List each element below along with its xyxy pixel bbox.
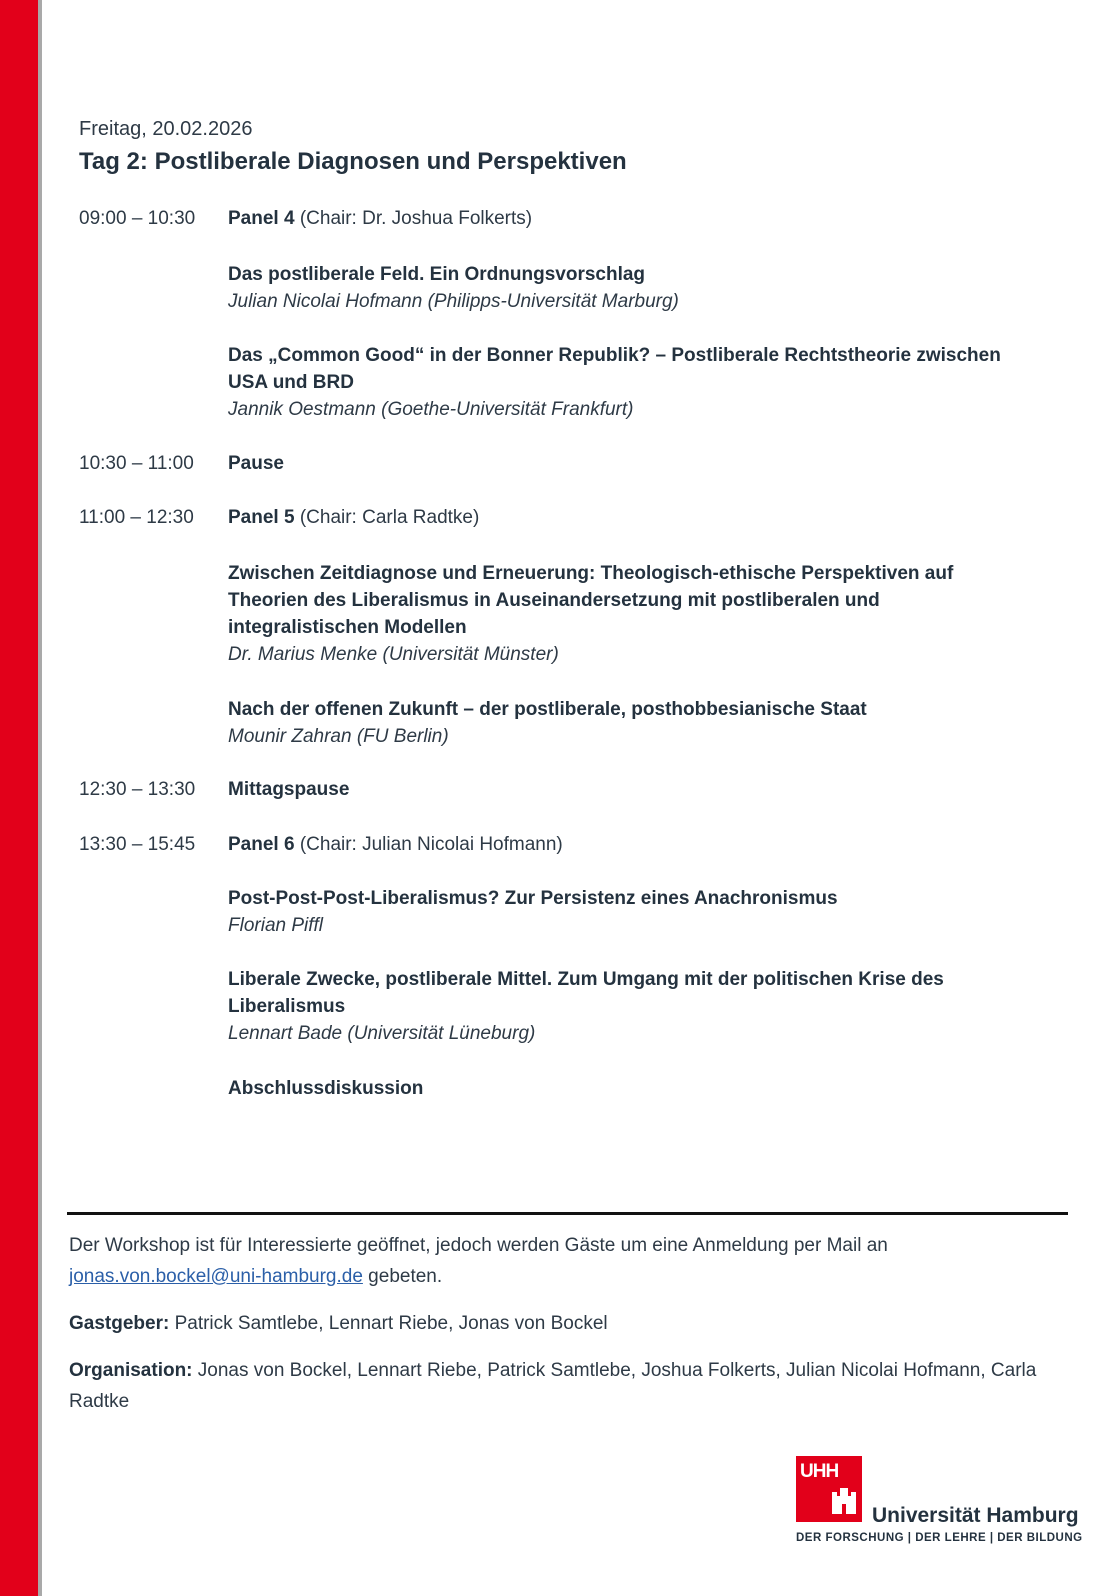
time-slot: 10:30 – 11:00 <box>79 453 194 474</box>
talk-title: Das postliberale Feld. Ein Ordnungsvorschlag <box>228 264 646 285</box>
time-slot: 09:00 – 10:30 <box>79 208 196 229</box>
castle-icon <box>830 1484 858 1516</box>
talk-author: Jannik Oestmann (Goethe-Universität Frankfurt) <box>228 399 634 420</box>
talk-author: Dr. Marius Menke (Universität Münster) <box>228 644 559 665</box>
talk-title: Das „Common Good“ in der Bonner Republik? – Postliberale Rechtstheorie zwischen USA und BRD <box>228 345 1001 393</box>
university-logo <box>796 1456 1083 1556</box>
session-name: Panel 6 <box>228 834 295 855</box>
organisation-label: Organisation: <box>69 1360 193 1381</box>
session-label <box>228 208 532 230</box>
talk-item <box>228 261 1008 315</box>
hosts-names: Patrick Samtlebe, Lennart Riebe, Jonas von Bockel <box>169 1313 608 1334</box>
session-name: Mittagspause <box>228 779 350 800</box>
session-label <box>228 779 349 801</box>
time-slot: 12:30 – 13:30 <box>79 779 196 800</box>
time-slot: 13:30 – 15:45 <box>79 834 196 855</box>
talk-author: Florian Piffl <box>228 915 324 936</box>
session-label <box>228 507 479 529</box>
talk-author: Lennart Bade (Universität Lüneburg) <box>228 1023 536 1044</box>
talk-author: Julian Nicolai Hofmann (Philipps-Universität Marburg) <box>228 291 679 312</box>
talk-item <box>228 560 1008 668</box>
email-link[interactable]: jonas.von.bockel@uni-hamburg.de <box>69 1266 363 1287</box>
divider <box>67 1212 1068 1215</box>
session-name: Panel 5 <box>228 507 295 528</box>
university-tagline: DER FORSCHUNG | DER LEHRE | DER BILDUNG <box>796 1532 1083 1544</box>
uhh-logo-mark: UHH <box>796 1456 862 1522</box>
talk-author: Mounir Zahran (FU Berlin) <box>228 726 449 747</box>
session-chair: (Chair: Dr. Joshua Folkerts) <box>294 208 533 229</box>
left-grey-stripe <box>38 0 42 1596</box>
hosts-label: Gastgeber: <box>69 1313 170 1334</box>
left-red-bar <box>0 0 38 1596</box>
page-title: Tag 2: Postliberale Diagnosen und Perspektiven <box>79 148 627 175</box>
session-chair: (Chair: Carla Radtke) <box>294 507 480 528</box>
session-chair: (Chair: Julian Nicolai Hofmann) <box>294 834 563 855</box>
session-name: Pause <box>228 453 284 474</box>
session-label <box>228 834 563 856</box>
organisation-line <box>69 1355 1059 1417</box>
university-name: Universität Hamburg <box>872 1504 1079 1527</box>
registration-info: Der Workshop ist für Interessierte geöffnet, jedoch werden Gäste um eine Anmeldung per Mail an jonas.von.bockel@uni-hamburg.de gebeten. <box>69 1235 888 1287</box>
time-slot: 11:00 – 12:30 <box>79 507 194 528</box>
registration-text: Der Workshop ist für Interessierte geöffnet, jedoch werden Gäste um eine Anmeldung per Mail an <box>69 1235 888 1256</box>
closing-discussion <box>228 1075 1008 1102</box>
closing-title: Abschlussdiskussion <box>228 1078 424 1099</box>
talk-item <box>228 885 1008 939</box>
hosts-line <box>69 1308 1059 1339</box>
talk-title: Post-Post-Post-Liberalismus? Zur Persistenz eines Anachronismus <box>228 888 838 909</box>
session-label <box>228 453 284 475</box>
talk-title: Nach der offenen Zukunft – der postliberale, posthobbesianische Staat <box>228 699 867 720</box>
talk-title: Zwischen Zeitdiagnose und Erneuerung: Theologisch-ethische Perspektiven auf Theorien des Liberalismus in Auseinandersetzung mit postliberalen und integralistischen Modellen <box>228 563 954 638</box>
talk-title: Liberale Zwecke, postliberale Mittel. Zum Umgang mit der politischen Krise des Liberalismus <box>228 969 944 1017</box>
session-name: Panel 4 <box>228 208 295 229</box>
organisation-names: Jonas von Bockel, Lennart Riebe, Patrick Samtlebe, Joshua Folkerts, Julian Nicolai Hofmann, Carla Radtke <box>69 1360 1037 1412</box>
talk-item <box>228 342 1008 423</box>
talk-item <box>228 966 1008 1047</box>
day-date: Freitag, 20.02.2026 <box>79 118 253 140</box>
talk-item <box>228 696 1008 750</box>
